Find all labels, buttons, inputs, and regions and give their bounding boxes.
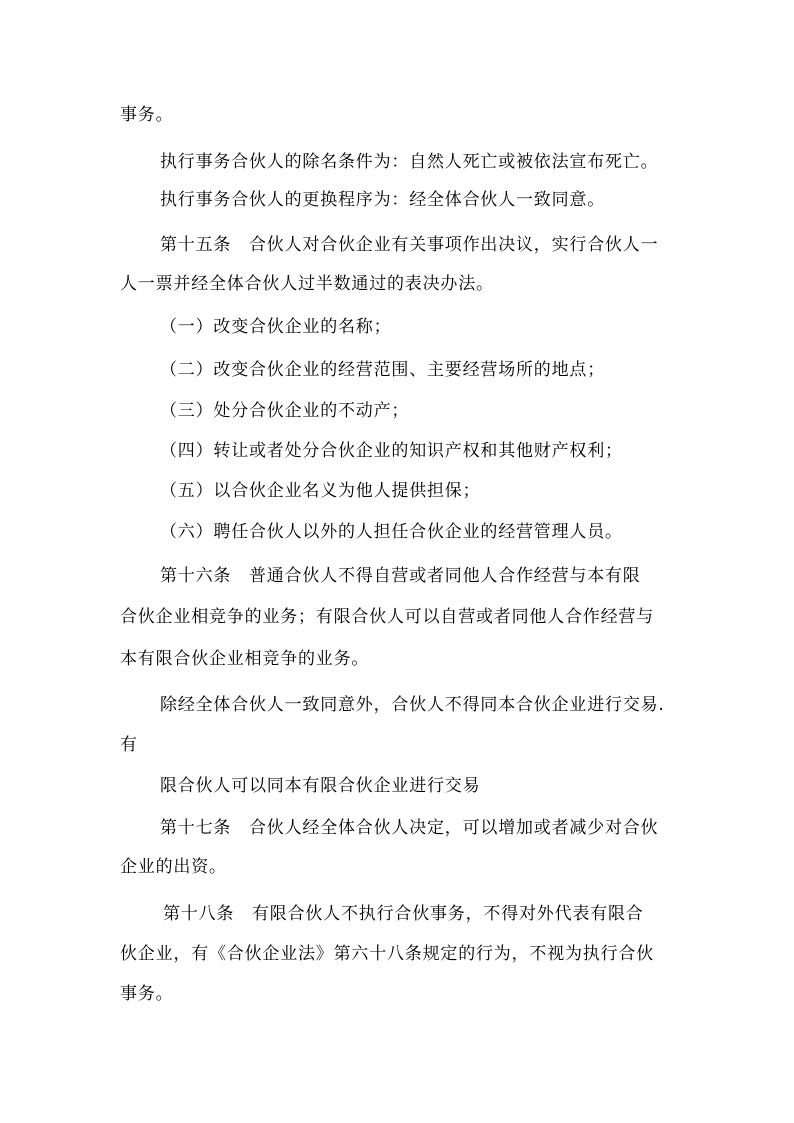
text-line-2: 执行事务合伙人的除名条件为：自然人死亡或被依法宣布死亡。 (160, 152, 659, 172)
text-line-1: 事务。 (120, 105, 174, 125)
text-line-12: 第十六条 普通合伙人不得自营或者同他人合作经营与本有限 (160, 566, 641, 586)
text-line-6: （一）改变合伙企业的名称； (160, 317, 392, 337)
text-line-20: 第十八条 有限合伙人不执行合伙事务，不得对外代表有限合 (163, 904, 644, 924)
text-line-10: （五）以合伙企业名义为他人提供担保； (160, 481, 481, 501)
text-line-22: 事务。 (120, 984, 174, 1004)
text-line-4: 第十五条 合伙人对合伙企业有关事项作出决议，实行合伙人一 (160, 235, 659, 255)
text-line-7: （二）改变合伙企业的经营范围、主要经营场所的地点； (160, 360, 605, 380)
text-line-11: （六）聘任合伙人以外的人担任合伙企业的经营管理人员。 (160, 522, 623, 542)
text-line-13: 合伙企业相竞争的业务；有限合伙人可以自营或者同他人合作经营与 (120, 607, 654, 627)
text-line-17: 限合伙人可以同本有限合伙企业进行交易 (160, 776, 481, 796)
text-line-18: 第十七条 合伙人经全体合伙人决定，可以增加或者减少对合伙 (160, 818, 659, 838)
text-line-16: 有 (120, 735, 138, 755)
text-line-3: 执行事务合伙人的更换程序为：经全体合伙人一致同意。 (160, 190, 605, 210)
text-line-15: 除经全体合伙人一致同意外，合伙人不得同本合伙企业进行交易. (160, 695, 665, 715)
text-line-19: 企业的出资。 (120, 857, 227, 877)
text-line-9: （四）转让或者处分合伙企业的知识产权和其他财产权利； (160, 441, 623, 461)
text-line-21: 伙企业，有《合伙企业法》第六十八条规定的行为，不视为执行合伙 (120, 944, 654, 964)
text-line-8: （三）处分合伙企业的不动产； (160, 401, 410, 421)
text-line-14: 本有限合伙企业相竞争的业务。 (120, 649, 370, 669)
text-line-5: 人一票并经全体合伙人过半数通过的表决办法。 (120, 274, 494, 294)
